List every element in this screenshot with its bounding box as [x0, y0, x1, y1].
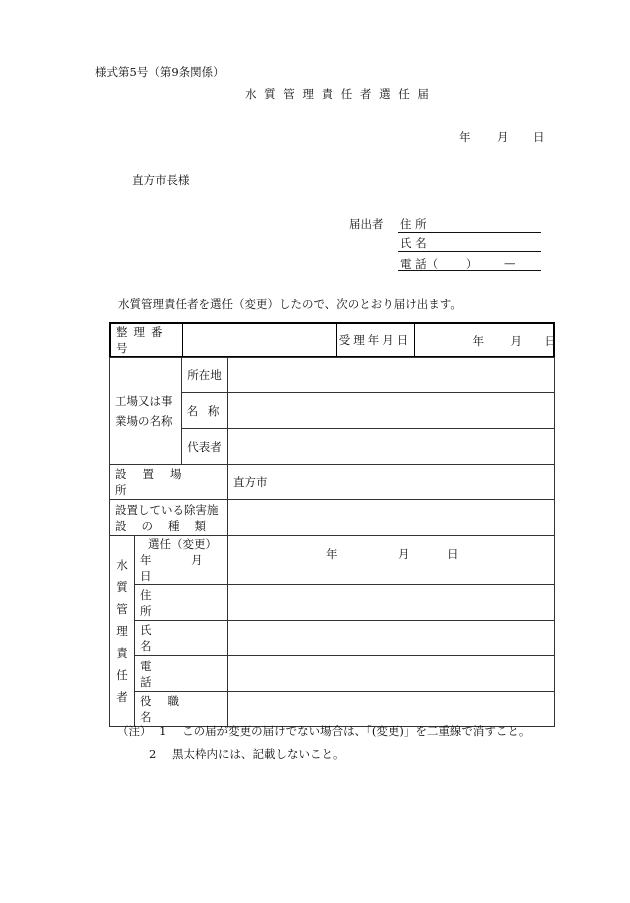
received-month: 月: [510, 334, 522, 348]
note-1-text: この届が変更の届けでない場合は、「(変更)」を二重線で消すこと。: [182, 724, 531, 738]
factory-representative-value: [228, 429, 555, 465]
manager-name-value: [228, 621, 555, 656]
notifier-phone-label: 電 話（: [400, 257, 439, 271]
notifier-phone-line: [398, 270, 541, 271]
equipment-label-line1: 設置している除害施: [115, 502, 219, 517]
date-month: 月: [497, 130, 509, 144]
appointment-label-line2: 年 月 日: [140, 553, 221, 583]
received-day: 日: [544, 334, 556, 348]
factory-name-value: [228, 393, 555, 429]
manager-address-label: 住所: [135, 585, 228, 621]
manager-position-label: 役職名: [135, 692, 228, 727]
factory-name-label: 名 称: [182, 393, 228, 429]
main-table: [109, 357, 555, 727]
appointment-day: 日: [447, 547, 459, 561]
appointment-month: 月: [398, 547, 410, 561]
note-1-prefix: （注）: [117, 724, 152, 738]
note-1: [117, 723, 530, 739]
appointment-year: 年: [326, 547, 338, 561]
received-date-value: [414, 323, 554, 357]
notifier-address-label: 住 所: [400, 217, 427, 231]
date-year: 年: [459, 130, 471, 144]
form-number: 様式第5号（第9条関係）: [95, 65, 225, 79]
note-2-number: 2: [149, 747, 157, 761]
received-date-label: 受理年月日: [336, 323, 414, 357]
factory-location-label: 所在地: [182, 358, 228, 393]
note-2: [149, 746, 344, 762]
appointment-label-line1: 選任（変更）: [148, 537, 217, 551]
addressee: 直方市長様: [132, 173, 190, 187]
appointment-value: [228, 536, 555, 585]
received-year: 年: [472, 334, 484, 348]
factory-representative-label: 代表者: [182, 429, 228, 465]
installation-value: 直方市: [228, 465, 555, 500]
notifier-name-label: 氏 名: [400, 236, 427, 250]
manager-address-value: [228, 585, 555, 621]
factory-label-line1: 工場又は事: [115, 394, 173, 408]
factory-label: [110, 358, 182, 465]
notifier-name-line: [398, 251, 541, 252]
note-2-text: 黒太枠内には、記載しないこと。: [171, 747, 345, 761]
date-line: [459, 129, 545, 145]
intro-text: 水質管理責任者を選任（変更）したので、次のとおり届け出ます。: [118, 297, 462, 311]
manager-name-label: 氏名: [135, 621, 228, 656]
manager-phone-value: [228, 656, 555, 692]
ref-number-value: [182, 323, 336, 357]
appointment-label: [135, 536, 228, 585]
equipment-label-line2: 設の種類: [115, 518, 221, 533]
notifier-phone-dash: —: [504, 256, 516, 270]
notifier-phone-close: ）: [466, 257, 478, 271]
equipment-label: [110, 500, 228, 536]
installation-label: 設置場所: [110, 465, 228, 500]
note-1-number: 1: [159, 724, 167, 738]
date-day: 日: [533, 130, 545, 144]
manager-position-value: [228, 692, 555, 727]
notifier-address-line: [398, 232, 541, 233]
manager-vertical-label: 水 質 管 理 責 任 者: [110, 536, 135, 727]
official-use-table: [109, 322, 555, 358]
factory-location-value: [228, 358, 555, 393]
equipment-value: [228, 500, 555, 536]
factory-label-line2: 業場の名称: [115, 414, 173, 428]
form-title: 水 質 管 理 責 任 者 選 任 届: [245, 87, 431, 101]
ref-number-label: 整理番号: [110, 323, 182, 357]
notifier-label: 届出者: [349, 217, 384, 231]
manager-phone-label: 電話: [135, 656, 228, 692]
